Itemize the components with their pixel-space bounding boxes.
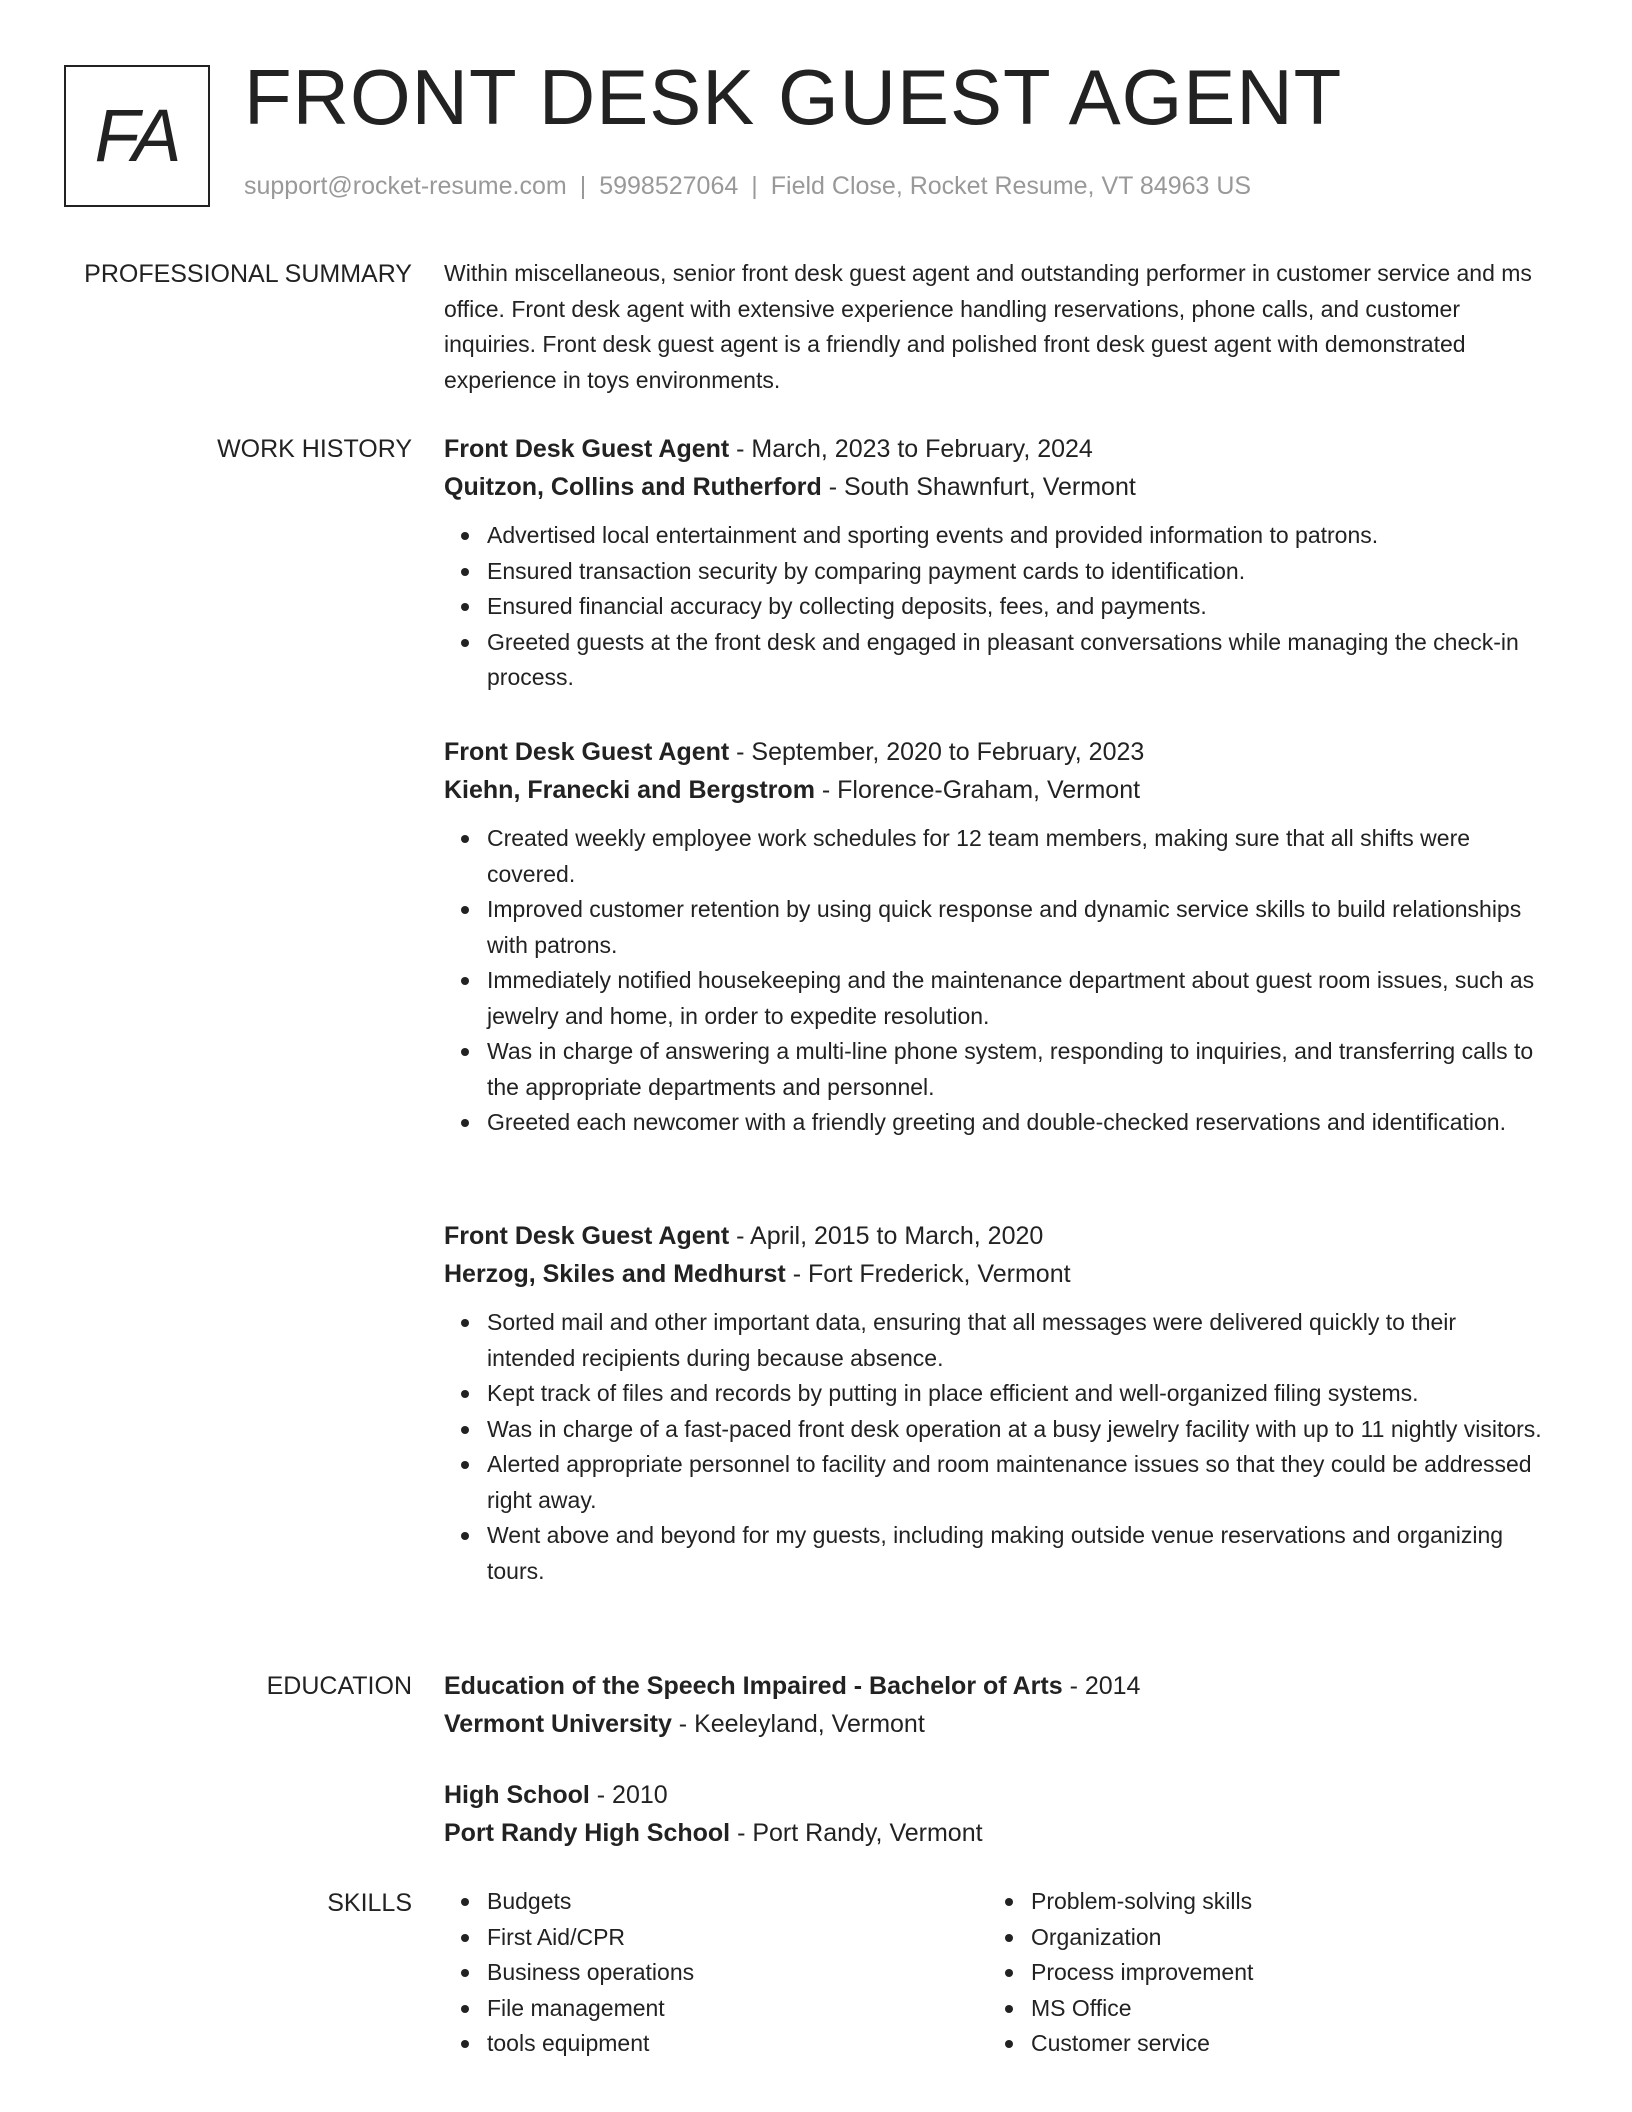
list-item: Greeted each newcomer with a friendly greeting and double-checked reservations and identification. [444,1105,1544,1141]
job-company-line [444,771,1544,809]
job-entry [444,733,1544,1141]
job-company: Quitzon, Collins and Rutherford [444,473,822,501]
skills-list [988,1884,1508,2062]
list-item: Created weekly employee work schedules for 12 team members, making sure that all shifts were covered. [444,821,1544,892]
list-item: Alerted appropriate personnel to facility and room maintenance issues so that they could be addressed right away. [444,1447,1544,1518]
skill-item: MS Office [988,1991,1508,2027]
job-title-line [444,733,1544,771]
skill-item: Business operations [444,1955,964,1991]
list-item: Was in charge of answering a multi-line phone system, responding to inquiries, and transferring calls to the appropriate departments and personnel. [444,1034,1544,1105]
job-dates: - September, 2020 to February, 2023 [729,738,1145,766]
contact-line [244,174,1251,199]
list-item: Kept track of files and records by putting in place efficient and well-organized filing systems. [444,1376,1544,1412]
job-title: Front Desk Guest Agent [444,1222,730,1250]
skill-item: Process improvement [988,1955,1508,1991]
summary-section [444,256,1544,398]
job-entry [444,430,1544,696]
list-item: Was in charge of a fast-paced front desk operation at a busy jewelry facility with up to 11 nightly visitors. [444,1412,1544,1448]
education-school: Port Randy High School [444,1819,731,1847]
skill-item: File management [444,1991,964,2027]
skills-column-right [988,1884,1508,2062]
job-company-line [444,1255,1544,1293]
job-dates: - March, 2023 to February, 2024 [729,435,1093,463]
job-title-line [444,430,1544,468]
job-location: - Fort Frederick, Vermont [785,1260,1071,1288]
job-title-line [444,1217,1544,1255]
skill-item: Organization [988,1920,1508,1956]
skills-column-left [444,1884,964,2062]
education-degree-line [444,1776,1544,1814]
job-company: Kiehn, Franecki and Bergstrom [444,776,815,804]
skill-item: Customer service [988,2026,1508,2062]
skills-list [444,1884,964,2062]
list-item: Went above and beyond for my guests, including making outside venue reservations and organizing tours. [444,1518,1544,1589]
contact-phone[interactable]: 5998527064 [599,172,739,200]
education-degree-line [444,1667,1544,1705]
list-item: Immediately notified housekeeping and the maintenance department about guest room issues, such as jewelry and home, in order to expedite resolution. [444,963,1544,1034]
job-bullet-list [444,518,1544,696]
monogram-box [64,65,210,207]
education-year: - 2014 [1062,1672,1141,1700]
page-title: FRONT DESK GUEST AGENT [244,53,1343,141]
job-bullet-list [444,1305,1544,1589]
contact-separator: | [751,172,758,200]
skill-item: Budgets [444,1884,964,1920]
job-bullet-list [444,821,1544,1141]
skill-item: tools equipment [444,2026,964,2062]
job-entry [444,1217,1544,1589]
job-location: - South Shawnfurt, Vermont [821,473,1136,501]
education-entry [444,1776,1544,1852]
job-title: Front Desk Guest Agent [444,738,730,766]
contact-separator: | [579,172,587,200]
contact-email[interactable]: support@rocket-resume.com [244,172,567,200]
job-title: Front Desk Guest Agent [444,435,730,463]
contact-address: Field Close, Rocket Resume, VT 84963 US [770,172,1252,200]
job-location: - Florence-Graham, Vermont [814,776,1141,804]
monogram-initials: FA [94,94,180,177]
list-item: Improved customer retention by using quick response and dynamic service skills to build relationships with patrons. [444,892,1544,963]
education-school-line [444,1814,1544,1852]
summary-text: Within miscellaneous, senior front desk guest agent and outstanding performer in customer service and ms office. Front desk agent with extensive experience handling reservations, phone calls, and customer inquiries. Front desk guest agent is a friendly and polished front desk guest agent with demonstrated experience in toys environments. [444,260,1532,393]
list-item: Greeted guests at the front desk and engaged in pleasant conversations while managing the check-in process. [444,625,1544,696]
list-item: Ensured financial accuracy by collecting deposits, fees, and payments. [444,589,1544,625]
section-label-skills: SKILLS [327,1889,412,1917]
education-location: - Port Randy, Vermont [730,1819,983,1847]
education-degree: Education of the Speech Impaired - Bachelor of Arts [444,1672,1063,1700]
education-school: Vermont University [444,1710,672,1738]
section-label-work-history: WORK HISTORY [217,435,412,463]
job-company-line [444,468,1544,506]
section-label-education: EDUCATION [266,1672,412,1700]
job-company: Herzog, Skiles and Medhurst [444,1260,786,1288]
job-dates: - April, 2015 to March, 2020 [729,1222,1044,1250]
education-degree: High School [444,1781,590,1809]
list-item: Advertised local entertainment and sporting events and provided information to patrons. [444,518,1544,554]
skill-item: First Aid/CPR [444,1920,964,1956]
education-location: - Keeleyland, Vermont [671,1710,925,1738]
section-label-summary: PROFESSIONAL SUMMARY [84,260,412,288]
education-school-line [444,1705,1544,1743]
education-year: - 2010 [589,1781,668,1809]
list-item: Ensured transaction security by comparing payment cards to identification. [444,554,1544,590]
list-item: Sorted mail and other important data, ensuring that all messages were delivered quickly to their intended recipients during because absence. [444,1305,1544,1376]
education-entry [444,1667,1544,1743]
skill-item: Problem-solving skills [988,1884,1508,1920]
